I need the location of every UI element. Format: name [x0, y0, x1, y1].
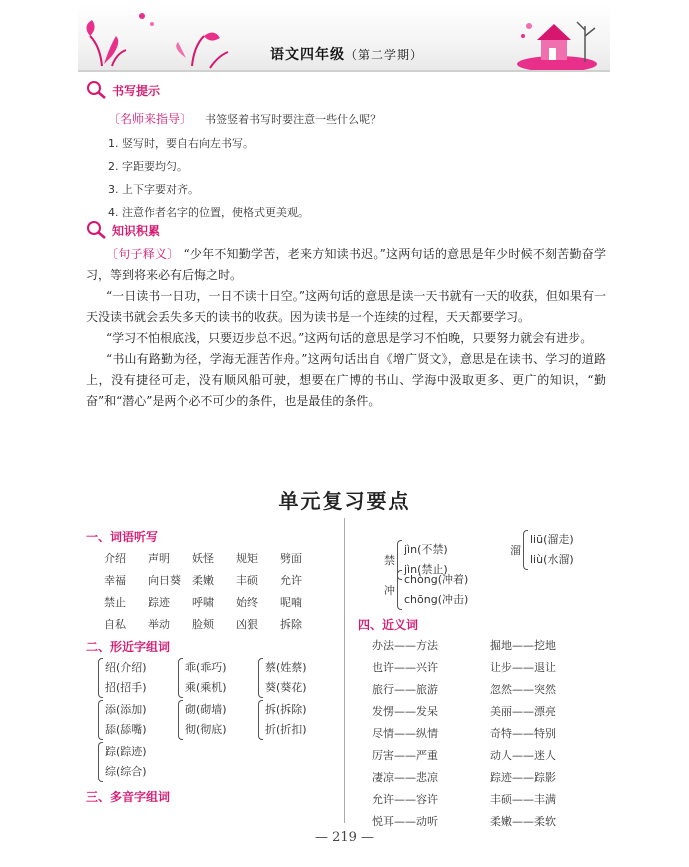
vocab-word: 允许 — [280, 574, 302, 587]
polyphonic-heading: 三、多音字组词 — [86, 790, 171, 804]
similar-group: 蔡(姓蔡) 葵(葵花) — [258, 658, 307, 698]
paragraph: “一日读书一日功，一日不读十日空。”这两句话的意思是读一天书就有一天的收获，但如果有一天没读书就会丢失多天的读书的收获。因为读书是一个连续的过程，天天都要学习。 — [86, 289, 606, 324]
vocab-word: 呢喃 — [280, 596, 302, 609]
list-item: 1. 竖写时，要自右向左书写。 — [108, 137, 254, 150]
synonym-pair: 踪迹——踪影 — [490, 771, 556, 784]
house-decoration-icon — [515, 6, 607, 70]
similar-group: 踪(踪迹) 综(综合) — [98, 742, 147, 782]
polyphonic-group: 溜 liū(溜走) liù(水溜) — [510, 530, 574, 570]
vocab-word: 举动 — [148, 618, 170, 631]
synonym-pair: 允许——容许 — [372, 793, 438, 806]
synonym-pair: 悦耳——动听 — [372, 815, 438, 828]
vocab-word: 向日葵 — [148, 574, 181, 587]
synonym-pair: 柔嫩——柔软 — [490, 815, 556, 828]
similar-group: 乖(乖巧) 乘(乘机) — [178, 658, 227, 698]
similar-group: 砌(砌墙) 彻(彻底) — [178, 700, 227, 740]
synonym-pair: 旅行——旅游 — [372, 683, 438, 696]
column-divider — [344, 518, 345, 823]
vocab-word: 禁止 — [104, 596, 126, 609]
writing-tips-lead: 〔名师来指导〕 书签竖着书写时要注意一些什么呢？ — [108, 112, 382, 126]
vocab-word: 丰硕 — [236, 574, 258, 587]
paragraph: “书山有路勤为径，学海无涯苦作舟。”这两句话出自《增广贤文》，意思是在读书、学习的道路上，没有捷径可走，没有顺风船可驶，想要在广博的书山、学海中汲取更多、更广的知识，“勤奋”和“潜心”是两个必不可少的条件，也是最佳的条件。 — [86, 352, 606, 408]
similar-group: 拆(拆除) 折(折扣) — [258, 700, 307, 740]
paragraph: “学习不怕根底浅，只要迈步总不迟。”这两句话的意思是学习不怕晚，只要努力就会有进步。 — [106, 331, 593, 345]
vocab-word: 柔嫩 — [192, 574, 214, 587]
polyphonic-group: 禁 jìn(不禁) jìn(禁止) — [384, 540, 448, 580]
synonym-pair: 忽然——突然 — [490, 683, 556, 696]
synonym-pair: 尽情——纵情 — [372, 727, 438, 740]
similar-group: 绍(介绍) 招(招手) — [98, 658, 147, 698]
vocab-word: 妖怪 — [192, 552, 214, 565]
synonym-pair: 凄凉——悲凉 — [372, 771, 438, 784]
synonym-pair: 发愣——发呆 — [372, 705, 438, 718]
vocab-word: 自私 — [104, 618, 126, 631]
paragraph: 〔句子释义〕 “少年不知勤学苦，老来方知读书迟。”这两句话的意思是年少时候不刻苦勤奋学习，等到将来必有后悔之时。 — [86, 247, 606, 282]
vocab-word: 踪迹 — [148, 596, 170, 609]
knowledge-heading: 知识积累 — [86, 220, 160, 240]
magnifier-icon — [86, 220, 108, 240]
vocab-word: 呼啸 — [192, 596, 214, 609]
synonym-pair: 也许——兴许 — [372, 661, 438, 674]
synonym-pair: 动人——迷人 — [490, 749, 556, 762]
synonym-pair: 办法——方法 — [372, 639, 438, 652]
synonyms-grid — [372, 638, 600, 830]
review-title: 单元复习要点 — [278, 489, 411, 513]
similar-chars-heading: 二、形近字组词 — [86, 640, 171, 654]
flower-decoration-icon — [82, 6, 232, 70]
vocab-word: 拆除 — [280, 618, 302, 631]
synonym-pair: 奇特——特别 — [490, 727, 556, 740]
writing-tips-heading: 书写提示 — [86, 80, 160, 100]
list-item: 2. 字距要均匀。 — [108, 160, 188, 173]
vocab-word: 脸颊 — [192, 618, 214, 631]
list-item: 3. 上下字要对齐。 — [108, 183, 199, 196]
vocab-word: 声明 — [148, 552, 170, 565]
page-number: — 219 — — [314, 830, 375, 845]
synonym-pair: 掘地——挖地 — [490, 639, 556, 652]
synonyms-heading: 四、近义词 — [358, 618, 419, 632]
vocab-word: 规矩 — [236, 552, 258, 565]
synonym-pair: 厉害——严重 — [372, 749, 438, 762]
vocab-word: 凶狠 — [236, 618, 258, 631]
vocab-word: 劈面 — [280, 552, 302, 565]
synonym-pair: 美丽——漂亮 — [490, 705, 556, 718]
vocab-word: 介绍 — [104, 552, 126, 565]
synonym-pair: 让步——退让 — [490, 661, 556, 674]
synonym-pair: 丰硕——丰满 — [490, 793, 556, 806]
vocab-word: 幸福 — [104, 574, 126, 587]
vocab-heading: 一、词语听写 — [86, 530, 159, 544]
magnifier-icon — [86, 80, 108, 100]
similar-group: 添(添加) 舔(舔嘴) — [98, 700, 147, 740]
knowledge-body — [86, 244, 606, 412]
polyphonic-group: 冲 chòng(冲着) chōng(冲击) — [384, 570, 468, 610]
writing-tips-list — [108, 132, 309, 224]
vocab-word: 始终 — [236, 596, 258, 609]
page-title: 语文四年级（第二学期） — [270, 47, 424, 63]
list-item: 4. 注意作者名字的位置，使格式更美观。 — [108, 206, 309, 219]
vocab-grid — [104, 550, 324, 632]
